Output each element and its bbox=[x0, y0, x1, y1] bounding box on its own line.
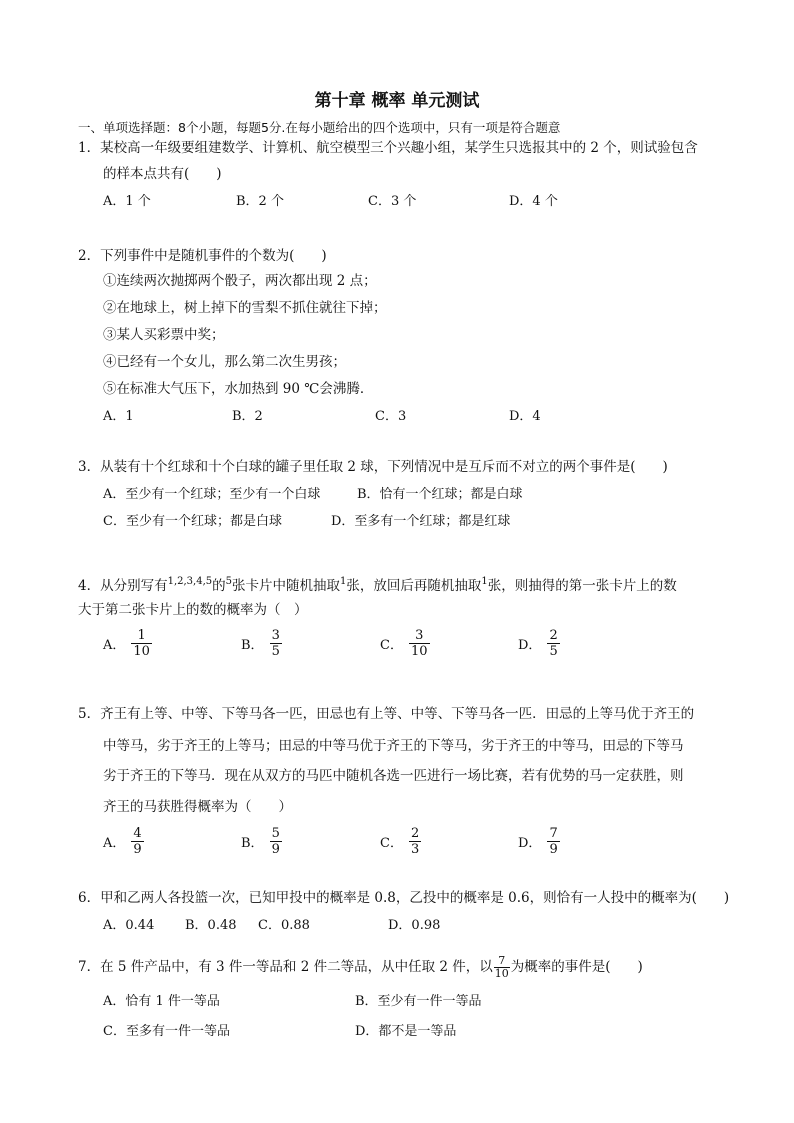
denominator: 5 bbox=[271, 644, 280, 659]
question-5-text-3: 劣于齐王的下等马．现在从双方的马匹中随机各选一匹进行一场比赛，若有优势的马一定获胜，则 bbox=[103, 768, 684, 784]
question-5-text: 5．齐王有上等、中等、下等马各一匹，田忌也有上等、中等、下等马各一匹．田忌的上等马优于齐王的 bbox=[78, 706, 695, 722]
option-label: C． bbox=[380, 638, 403, 653]
fraction bbox=[547, 628, 559, 659]
q7-option-a: A．恰有 1 件一等品 bbox=[103, 994, 220, 1009]
option-label: B． bbox=[241, 638, 264, 653]
q5-option-c bbox=[380, 826, 421, 857]
q6-option-d: D．0.98 bbox=[388, 918, 441, 933]
q2-option-d: D．4 bbox=[509, 409, 541, 424]
q2-item-1: ①连续两次抛掷两个骰子，两次都出现 2 点； bbox=[103, 273, 377, 289]
section-heading: 一、单项选择题：8个小题，每题5分.在每小题给出的四个选项中，只有一项是符合题意 bbox=[78, 120, 561, 135]
q4-text-draw: 张卡片中随机抽取 bbox=[232, 578, 340, 594]
fraction bbox=[547, 826, 559, 857]
denominator: 9 bbox=[133, 842, 142, 857]
q2-item-5: ⑤在标准大气压下，水加热到 90 ℃会沸腾． bbox=[103, 381, 374, 397]
question-2-text: 2．下列事件中是随机事件的个数为( ) bbox=[78, 248, 327, 264]
denominator: 10 bbox=[494, 967, 509, 980]
q6-option-a: A．0.44 bbox=[103, 918, 155, 933]
q4-count-one-b: 1 bbox=[481, 576, 488, 587]
option-label: D． bbox=[518, 836, 542, 851]
q2-item-4: ④已经有一个女儿，那么第二次生男孩； bbox=[103, 354, 346, 370]
fraction bbox=[270, 628, 282, 659]
q6-option-b: B．0.48 bbox=[185, 918, 237, 933]
q1-option-a: A．1 个 bbox=[103, 194, 151, 209]
fraction bbox=[409, 628, 430, 659]
fraction bbox=[131, 628, 152, 659]
q7-option-d: D．都不是一等品 bbox=[355, 1024, 457, 1039]
denominator: 9 bbox=[271, 842, 280, 857]
q6-option-c: C．0.88 bbox=[258, 918, 310, 933]
q3-option-d: D．至多有一个红球；都是红球 bbox=[331, 514, 511, 529]
question-6-text: 6．甲和乙两人各投篮一次，已知甲投中的概率是 0.8，乙投中的概率是 0.6，则恰有一人投中的概率为( ) bbox=[78, 890, 730, 906]
question-4-text bbox=[78, 572, 677, 596]
denominator: 9 bbox=[549, 842, 558, 857]
q2-option-a: A．1 bbox=[103, 409, 134, 424]
q2-option-b: B．2 bbox=[232, 409, 263, 424]
q4-text-end: 张，则抽得的第一张卡片上的数 bbox=[487, 578, 677, 594]
q4-number-set: 1,2,3,4,5 bbox=[167, 576, 213, 587]
q4-prefix: 4．从分别写有 bbox=[78, 578, 168, 594]
q7-option-c: C．至多有一件一等品 bbox=[103, 1024, 230, 1039]
q4-count-five: 5 bbox=[225, 576, 232, 587]
q4-count-one: 1 bbox=[340, 576, 347, 587]
question-1-text-cont: 的样本点共有( ) bbox=[103, 166, 222, 182]
fraction bbox=[270, 826, 282, 857]
numerator: 1 bbox=[131, 628, 152, 644]
fraction bbox=[131, 826, 143, 857]
question-1-text: 1．某校高一年级要组建数学、计算机、航空模型三个兴趣小组，某学生只选报其中的 2 个，则试验包含 bbox=[78, 140, 698, 156]
option-label: D． bbox=[518, 638, 542, 653]
q3-option-b: B．恰有一个红球；都是白球 bbox=[357, 487, 523, 502]
q4-option-b bbox=[241, 628, 282, 659]
q7-prefix: 7．在 5 件产品中，有 3 件一等品和 2 件二等品，从中任取 2 件，以 bbox=[78, 959, 493, 975]
q5-option-d bbox=[518, 826, 560, 857]
q5-option-a bbox=[103, 826, 144, 857]
question-5-text-4: 齐王的马获胜得概率为（ ） bbox=[103, 799, 292, 815]
q7-option-b: B．至少有一件一等品 bbox=[355, 994, 482, 1009]
option-label: A． bbox=[103, 836, 126, 851]
q4-option-c bbox=[380, 628, 430, 659]
numerator: 3 bbox=[271, 628, 280, 643]
numerator: 5 bbox=[271, 826, 280, 841]
q2-item-3: ③某人买彩票中奖； bbox=[103, 327, 225, 343]
q1-option-c: C．3 个 bbox=[368, 194, 417, 209]
denominator: 10 bbox=[133, 644, 150, 659]
q5-option-b bbox=[241, 826, 282, 857]
q7-suffix: 为概率的事件是( ) bbox=[510, 959, 643, 975]
option-label: A． bbox=[103, 638, 126, 653]
q4-text-de: 的 bbox=[212, 578, 226, 594]
q4-option-a bbox=[103, 628, 152, 659]
option-label: C． bbox=[380, 836, 403, 851]
question-5-text-2: 中等马，劣于齐王的上等马；田忌的中等马优于齐王的下等马，劣于齐王的中等马，田忌的下等马 bbox=[103, 738, 684, 754]
fraction bbox=[409, 826, 421, 857]
question-7-text bbox=[78, 955, 643, 980]
numerator: 2 bbox=[410, 826, 420, 841]
fraction bbox=[494, 955, 510, 980]
denominator: 5 bbox=[549, 644, 558, 659]
q3-option-a: A．至少有一个红球；至少有一个白球 bbox=[103, 487, 321, 502]
q3-option-c: C．至少有一个红球；都是白球 bbox=[103, 514, 282, 529]
numerator: 3 bbox=[409, 628, 430, 644]
q2-item-2: ②在地球上，树上掉下的雪梨不抓住就往下掉； bbox=[103, 300, 387, 316]
page-title: 第十章 概率 单元测试 bbox=[314, 91, 480, 111]
numerator: 7 bbox=[494, 955, 510, 968]
option-label: B． bbox=[241, 836, 264, 851]
question-3-text: 3．从装有十个红球和十个白球的罐子里任取 2 球，下列情况中是互斥而不对立的两个事件是( ) bbox=[78, 459, 668, 475]
q1-option-b: B．2 个 bbox=[236, 194, 284, 209]
numerator: 7 bbox=[549, 826, 558, 841]
q2-option-c: C．3 bbox=[375, 409, 407, 424]
denominator: 10 bbox=[410, 644, 428, 659]
denominator: 3 bbox=[410, 842, 420, 857]
numerator: 4 bbox=[133, 826, 142, 841]
numerator: 2 bbox=[549, 628, 558, 643]
question-4-text-cont: 大于第二张卡片上的数的概率为（ ） bbox=[78, 602, 308, 618]
q4-option-d bbox=[518, 628, 560, 659]
q1-option-d: D．4 个 bbox=[509, 194, 558, 209]
q4-text-replace: 张，放回后再随机抽取 bbox=[346, 578, 482, 594]
